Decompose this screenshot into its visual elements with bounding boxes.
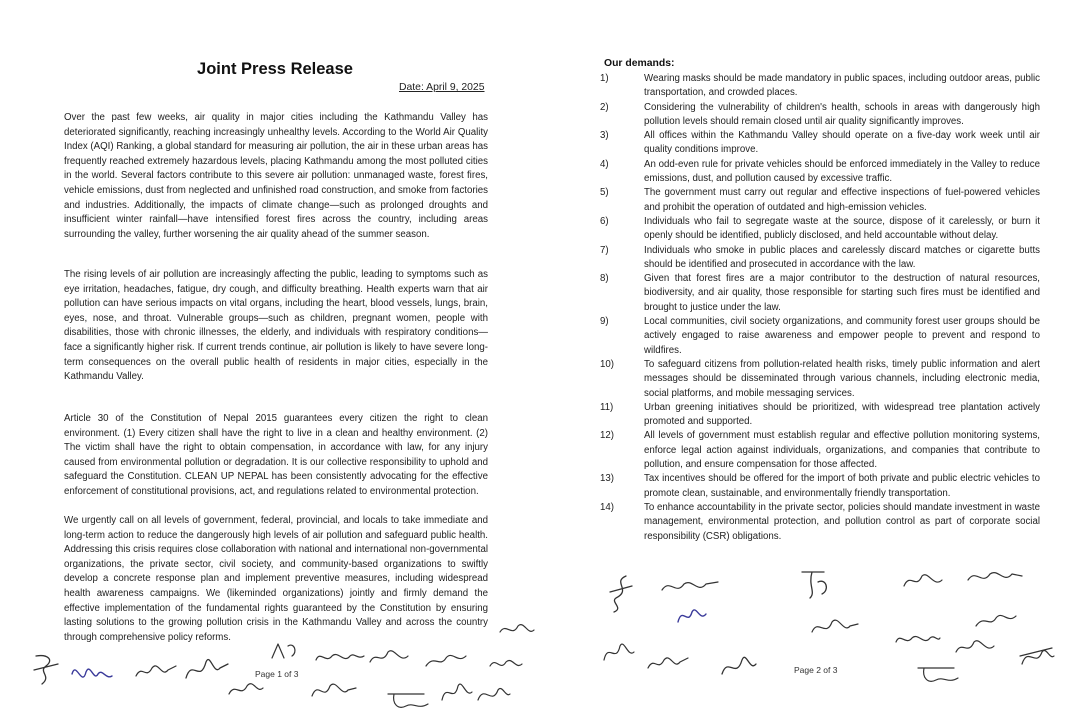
demand-text: To enhance accountability in the private sector, policies should mandate investment in waste management, environmental protection, and pollution control as part of corporate social responsibility (CSR) obligations. (644, 501, 1040, 542)
demand-text: Individuals who fail to segregate waste at the source, dispose of it carelessly, or burn it openly should be identified, publicly disclosed, and held accountable without delay. (644, 215, 1040, 242)
signature (384, 686, 434, 714)
demand-item (600, 101, 1040, 130)
signature (28, 650, 64, 690)
signature (964, 566, 1026, 590)
document-title: Joint Press Release (197, 60, 353, 78)
signature (808, 612, 860, 644)
signature (658, 576, 722, 600)
demand-text: The government must carry out regular and effective inspections of fuel-powered vehicles and prohibit the operation of outdated and high-emission vehicles. (644, 187, 1040, 213)
signature (225, 676, 265, 702)
release-date: Date: April 9, 2025 (399, 82, 485, 93)
signature (1016, 642, 1058, 672)
page-number: Page 2 of 3 (794, 665, 838, 675)
demand-text: All levels of government must establish regular and effective pollution monitoring systems, enforce legal action against individuals, organizations, and companies that contribute to pollution, and ensure compensation for those affected. (644, 430, 1040, 471)
demand-number: 5) (600, 187, 609, 199)
signature (672, 600, 712, 630)
signature (644, 648, 690, 678)
demand-text: To safeguard citizens from pollution-related health risks, timely public information and alert messages should be disseminated through various channels, including electronic media, social platforms, and mobile messaging services. (644, 358, 1040, 399)
demands-heading: Our demands: (604, 58, 675, 69)
demand-number: 11) (600, 401, 614, 413)
signature (268, 638, 302, 664)
demand-text: Individuals who smoke in public places and carelessly discard matches or cigarette butts should be identified and prosecuted in accordance with the law. (644, 244, 1040, 270)
signature (716, 646, 760, 682)
signature (180, 648, 230, 688)
demand-item (600, 129, 1040, 158)
demand-item (600, 186, 1040, 215)
demand-text: Wearing masks should be made mandatory in public spaces, including outdoor areas, public transportation, and crowded places. (644, 73, 1040, 99)
signature (366, 644, 412, 672)
document-page-2 (540, 0, 1080, 720)
demand-number: 2) (600, 101, 609, 113)
paragraph-call-to-action: We urgently call on all levels of government, federal, provincial, and locals to take immediate and long-term action to reduce the dangerously high levels of air pollution and safeguard public health. Addressing this crisis requires close collaboration with national and international non-governmental organizations, the private sector, civil society, and community-based organizations to swiftly develop a concrete response plan and implement preventive measures, including widespread health awareness campaigns. We (likeminded organizations) jointly and firmly demand the effective implementation of the fundamental rights guaranteed by the Constitution by ensuring lasting solutions to the growing pollution crisis in the Kathmandu Valley and across the country through comprehensive policy reforms. (64, 515, 488, 643)
paragraph-health-impacts: The rising levels of air pollution are increasingly affecting the public, leading to symptoms such as eye irritation, headaches, fatigue, dry cough, and difficulty breathing. Health experts warn that air pollution can have serious impacts on vital organs, including the heart, blood vessels, lungs, brain, eyes, nose, and throat. Vulnerable groups—such as children, pregnant women, people with disabilities, those with chronic illnesses, the elderly, and individuals with respiratory conditions—face a significantly higher risk. If current trends continue, air pollution is likely to have severe long-term consequences on the overall public health of residents in major cities, especially in the Kathmandu Valley. (64, 269, 488, 383)
signature (914, 660, 964, 688)
demand-number: 13) (600, 473, 615, 485)
demand-number: 1) (600, 73, 609, 84)
demand-text: Considering the vulnerability of children's health, schools in areas with dangerously high pollution levels should remain closed until air quality significantly improves. (644, 101, 1040, 127)
demand-item (600, 72, 1040, 101)
signature (68, 658, 118, 690)
demand-text: All offices within the Kathmandu Valley should operate on a five-day work week until air quality conditions improve. (644, 130, 1040, 156)
demand-item (600, 315, 1040, 358)
demand-item (600, 272, 1040, 315)
demand-number: 6) (600, 215, 609, 227)
signature (892, 628, 942, 652)
demand-number: 12) (600, 430, 615, 442)
page-number: Page 1 of 3 (255, 669, 299, 679)
demand-number: 14) (600, 501, 615, 513)
demand-number: 7) (600, 244, 609, 256)
signature (132, 656, 178, 686)
signature (308, 676, 358, 706)
demand-text: An odd-even rule for private vehicles should be enforced immediately in the Valley to reduce emissions, dust, and pollution caused by excessive traffic. (644, 158, 1040, 185)
demand-item (600, 429, 1040, 472)
signature (900, 568, 946, 594)
demand-item (600, 158, 1040, 187)
demand-item (600, 215, 1040, 244)
demands-list (600, 72, 1040, 544)
demand-number: 10) (600, 358, 615, 370)
demand-text: Given that forest fires are a major contributor to the destruction of natural resources, biodiversity, and air quality, those responsible for starting such fires must be identified and brought to justice under the law. (644, 273, 1040, 313)
demand-text: Urban greening initiatives should be prioritized, with widespread tree plantation actively promoted and supported. (644, 401, 1040, 428)
demand-item (600, 401, 1040, 430)
demand-number: 3) (600, 130, 609, 142)
demand-item (600, 244, 1040, 273)
signature (972, 606, 1020, 634)
demand-text: Local communities, civil society organizations, and community forest user groups should be actively engaged to raise awareness and empower people to prevent and respond to wildfires. (644, 316, 1040, 356)
signature (422, 646, 468, 674)
signature (598, 636, 638, 666)
demand-item (600, 472, 1040, 501)
signature (312, 646, 366, 670)
demand-number: 4) (600, 158, 609, 170)
demand-item (600, 501, 1040, 544)
signature (436, 676, 476, 706)
signature (794, 566, 838, 600)
signature (952, 634, 996, 662)
demand-item (600, 358, 1040, 401)
demand-number: 8) (600, 273, 609, 285)
paragraph-constitution: Article 30 of the Constitution of Nepal 2015 guarantees every citizen the right to clean environment. (1) Every citizen shall have the right to live in a clean and healthy environment. (2) The victim shall have the right to obtain compensation, in accordance with law, for any injury caused from environmental pollution or degradation. It is our collective responsibility to uphold and safeguard the Constitution. CLEAN UP NEPAL has been consistently advocating for the effective enforcement of constitutional provisions, act, and regulations related to environmental protection. (64, 413, 488, 497)
demand-number: 9) (600, 316, 609, 328)
signature (472, 680, 512, 708)
signature (496, 618, 536, 642)
signature (486, 652, 526, 678)
signature (606, 572, 638, 616)
paragraph-air-quality: Over the past few weeks, air quality in major cities including the Kathmandu Valley has deteriorated significantly, reaching increasingly unhealthy levels. According to the World Air Quality Index (AQI) Ranking, a global standard for measuring air pollution, the air in these urban areas has frequently reached extremely hazardous levels, placing Kathmandu among the most polluted cities in the world. Several factors contribute to this severe air pollution: unmanaged waste, forest fires, vehicle emissions, dust from neglected and unfinished road construction, and smoke from factories and industries. Additionally, the impacts of climate change—such as prolonged droughts and insufficient winter rainfall—have intensified forest fires across the country, including areas surrounding the valley, further worsening the air quality ahead of the summer season. (64, 112, 488, 240)
demand-text: Tax incentives should be offered for the import of both private and public electric vehicles to promote clean, sustainable, and environmentally friendly transportation. (644, 473, 1040, 499)
